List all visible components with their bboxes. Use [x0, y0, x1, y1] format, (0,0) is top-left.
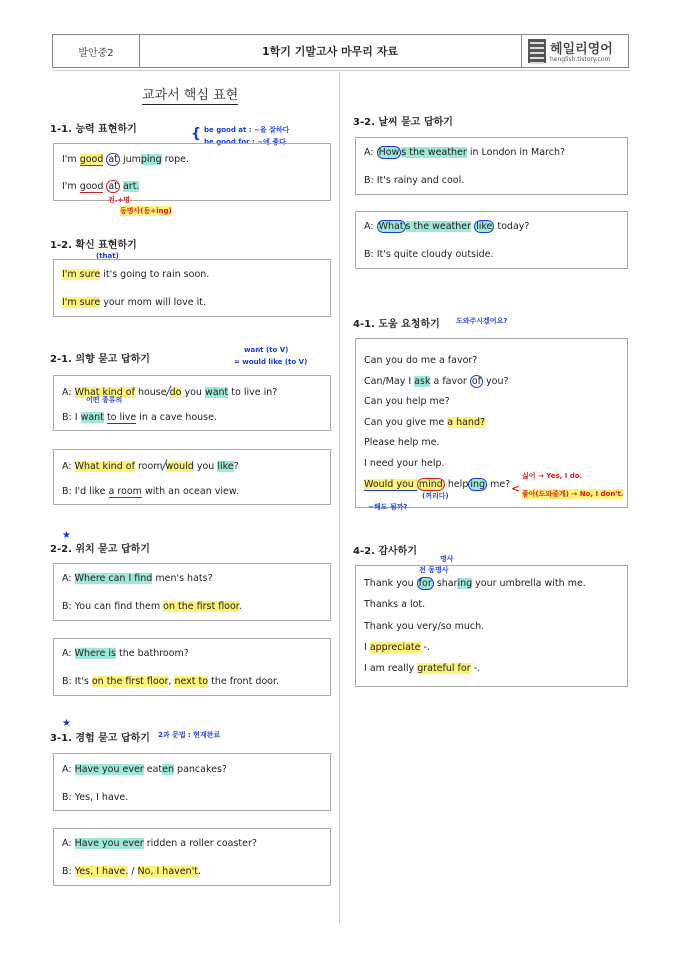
box-4-2	[355, 565, 628, 687]
line-3-2-2: B: It's rainy and cool.	[364, 175, 465, 186]
note-prep-noun: 전.+명	[108, 196, 131, 204]
section-4-1-title: 4-1. 도움 요청하기	[353, 319, 440, 330]
line-2-2-1: A: Where can I find men's hats?	[62, 573, 213, 584]
line-2-1-4: B: I'd like a room with an ocean view.	[62, 486, 239, 497]
note-help-request: 도와주시겠어요?	[456, 317, 508, 325]
box-1-1	[53, 143, 331, 201]
box-3-2-b	[355, 211, 628, 269]
note-be-good-at: be good at : ~을 잘하다	[204, 126, 290, 134]
note-may-i: ~해도 될까?	[368, 503, 408, 511]
main-title: 교과서 핵심 표현	[142, 88, 239, 103]
line-2-1-3: A: What kind of room would you like?	[62, 461, 239, 472]
line-1-2-1: I'm sure it's going to rain soon.	[62, 269, 210, 280]
line-3-1-4: B: Yes, I have. / No, I haven't.	[62, 866, 202, 877]
note-grammar: 2과 문법 : 현재완료	[158, 731, 221, 739]
line-1-2-2: I'm sure your mom will love it.	[62, 297, 206, 308]
header-divider	[52, 70, 629, 71]
box-2-2-b	[53, 638, 331, 696]
section-2-1-title: 2-1. 의향 묻고 답하기	[50, 354, 150, 365]
line-2-1-2: B: I want to live in a cave house.	[62, 412, 217, 423]
logo-icon	[528, 39, 546, 63]
line-4-2-3: Thank you very/so much.	[364, 621, 485, 632]
document-title: 1학기 기말고사 마무리 자료	[261, 45, 399, 58]
note-would-like: = would like (to V)	[234, 358, 308, 366]
line-4-2-5: I am really grateful for -.	[364, 663, 481, 674]
line-3-1-3: A: Have you ever ridden a roller coaster?	[62, 838, 257, 849]
note-prep-gerund: 전 동명사	[419, 566, 449, 574]
section-1-2-title: 1-2. 확신 표현하기	[50, 240, 137, 251]
line-4-1-5: Please help me.	[364, 437, 440, 448]
line-4-2-2: Thanks a lot.	[364, 599, 426, 610]
line-4-1-7: Would you mind help ing me?	[364, 479, 511, 490]
section-3-2-title: 3-2. 날씨 묻고 답하기	[353, 117, 453, 128]
logo-text: 헤일리영어	[550, 42, 613, 57]
box-4-1	[355, 338, 628, 508]
line-3-1-2: B: Yes, I have.	[62, 792, 129, 803]
section-2-2-title: 2-2. 위치 묻고 답하기	[50, 544, 150, 555]
star-icon: ★	[62, 530, 71, 541]
logo-url: henglish.tistory.com	[550, 56, 611, 63]
header	[52, 34, 629, 68]
logo	[521, 35, 629, 67]
line-3-2-3: A: What s the weather like today?	[364, 221, 530, 232]
box-3-2-a	[355, 137, 628, 195]
line-4-1-3: Can you help me?	[364, 396, 450, 407]
note-what-kind: 어떤 종류의	[86, 396, 123, 404]
line-2-2-4: B: It's on the first floor, next to the front door.	[62, 676, 280, 687]
line-3-2-4: B: It's quite cloudy outside.	[364, 249, 494, 260]
line-4-2-1: Thank you for sharing your umbrella with me.	[364, 578, 586, 589]
school-name: 발안중2	[53, 35, 140, 67]
section-3-1-title: 3-1. 경험 묻고 답하기	[50, 733, 150, 744]
note-yes-i-do: 싫어 → Yes, I do.	[522, 472, 583, 480]
brace-icon: <	[511, 482, 521, 495]
line-1-1-1: I'm good at jumping rope.	[62, 154, 190, 165]
line-2-2-3: A: Where is the bathroom?	[62, 648, 189, 659]
note-noun: 명사	[440, 555, 454, 563]
section-1-1-title: 1-1. 능력 표현하기	[50, 124, 137, 135]
section-4-2-title: 4-2. 감사하기	[353, 546, 417, 557]
line-3-1-1: A: Have you ever eaten pancakes?	[62, 764, 227, 775]
note-gerund: 동명사(동+ing)	[120, 207, 172, 215]
line-4-2-4: I appreciate -.	[364, 642, 430, 653]
line-4-1-6: I need your help.	[364, 458, 445, 469]
line-4-1-2: Can/May I ask a favor of you?	[364, 376, 509, 387]
note-be-good-for: be good for : ~에 좋다	[204, 138, 286, 146]
box-1-2	[53, 259, 331, 317]
note-want: want (to V)	[244, 346, 289, 354]
line-2-2-2: B: You can find them on the first floor.	[62, 601, 242, 612]
star-icon: ★	[62, 718, 71, 729]
brace-icon: {	[191, 126, 201, 142]
line-4-1-1: Can you do me a favor?	[364, 355, 478, 366]
box-3-1-b	[53, 828, 331, 886]
box-2-1-b	[53, 449, 331, 505]
box-2-2-a	[53, 563, 331, 621]
column-divider	[339, 72, 340, 924]
note-that: (that)	[96, 252, 119, 260]
line-3-2-1: A: How s the weather in London in March?	[364, 147, 566, 158]
note-no-i-dont: 좋아(도와줄게) → No, I don't.	[522, 490, 624, 498]
note-mind: (꺼리다)	[422, 492, 449, 500]
box-3-1-a	[53, 753, 331, 811]
line-1-1-2: I'm good at art.	[62, 181, 140, 192]
line-2-1-1: A: What kind of house do you want to live in?	[62, 387, 278, 398]
line-4-1-4: Can you give me a hand?	[364, 417, 486, 428]
